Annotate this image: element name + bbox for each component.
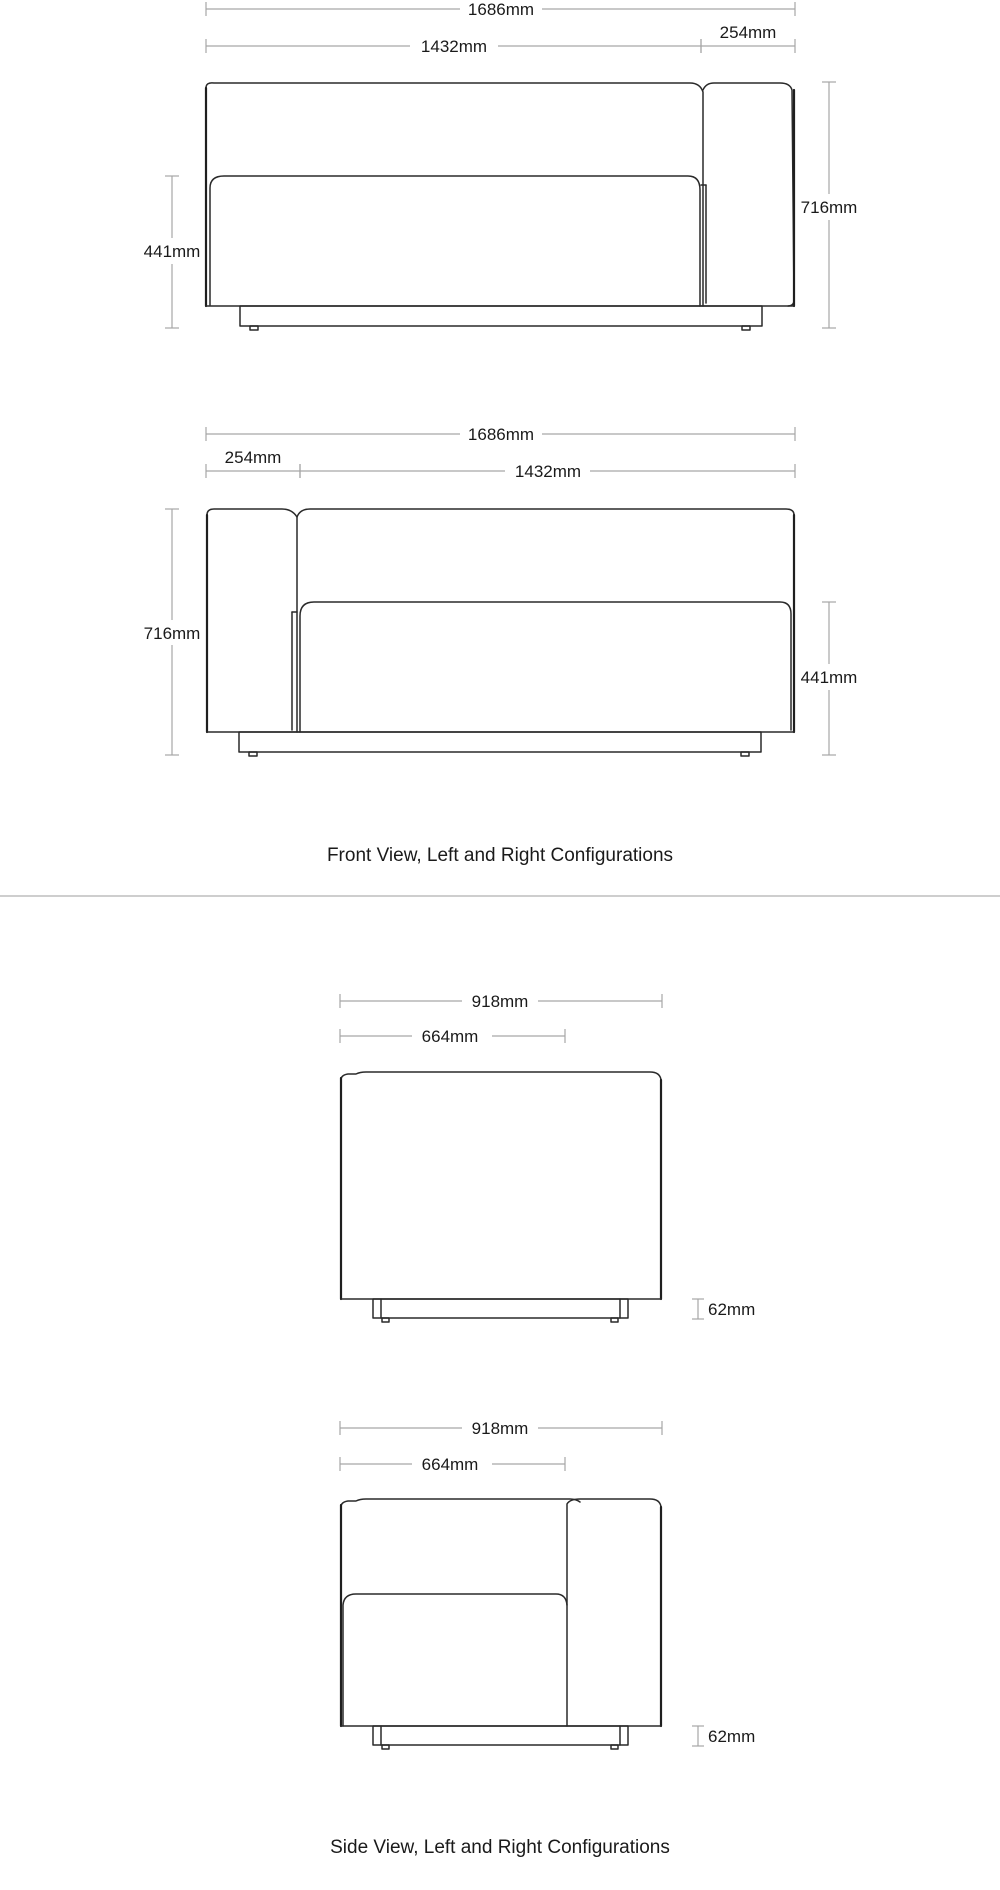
side-outline (341, 1072, 661, 1322)
dimension-seat-width (300, 462, 795, 481)
seat-depth-label: 664mm (421, 1027, 479, 1046)
base-height-label: 62mm (708, 1727, 756, 1746)
dimension-overall-width (206, 425, 795, 444)
side-view-with-arm (340, 1419, 755, 1749)
overall-depth-label: 918mm (471, 1419, 529, 1438)
side-view-caption: Side View, Left and Right Configurations (330, 1837, 670, 1858)
sofa-outline (206, 83, 794, 330)
front-view-caption: Front View, Left and Right Configurations (326, 845, 674, 866)
dimension-seat-width (206, 37, 701, 56)
total-height-label: 716mm (800, 198, 858, 217)
dimension-overall-depth (340, 1419, 662, 1438)
dimension-base-height (692, 1299, 755, 1319)
seat-depth-label: 664mm (421, 1455, 479, 1474)
dimension-base-height (692, 1726, 755, 1746)
dimension-arm-width (701, 22, 795, 53)
arm-width-label: 254mm (224, 448, 282, 467)
dimension-seat-depth (340, 1027, 565, 1046)
side-outline (341, 1499, 661, 1749)
seat-height-label: 441mm (143, 242, 201, 261)
total-height-label: 716mm (143, 624, 201, 643)
base-height-label: 62mm (708, 1300, 756, 1319)
overall-depth-label: 918mm (471, 992, 529, 1011)
seat-height-label: 441mm (800, 668, 858, 687)
dimension-seat-height (144, 176, 201, 328)
overall-width-label: 1686mm (467, 425, 535, 444)
dimension-overall-depth (340, 992, 662, 1011)
sofa-outline (207, 509, 794, 756)
dimension-total-height (801, 82, 858, 328)
front-view-left-arm (144, 425, 858, 756)
dimension-seat-height (801, 602, 858, 755)
front-view-right-arm (144, 0, 858, 330)
dimension-total-height (144, 509, 201, 755)
dimension-seat-depth (340, 1455, 565, 1474)
arm-width-label: 254mm (719, 23, 777, 42)
overall-width-label: 1686mm (467, 0, 535, 19)
dimension-arm-width (206, 447, 300, 478)
dimension-overall-width (206, 0, 795, 19)
side-view-plain (340, 992, 755, 1322)
seat-width-label: 1432mm (514, 462, 582, 481)
seat-width-label: 1432mm (420, 37, 488, 56)
